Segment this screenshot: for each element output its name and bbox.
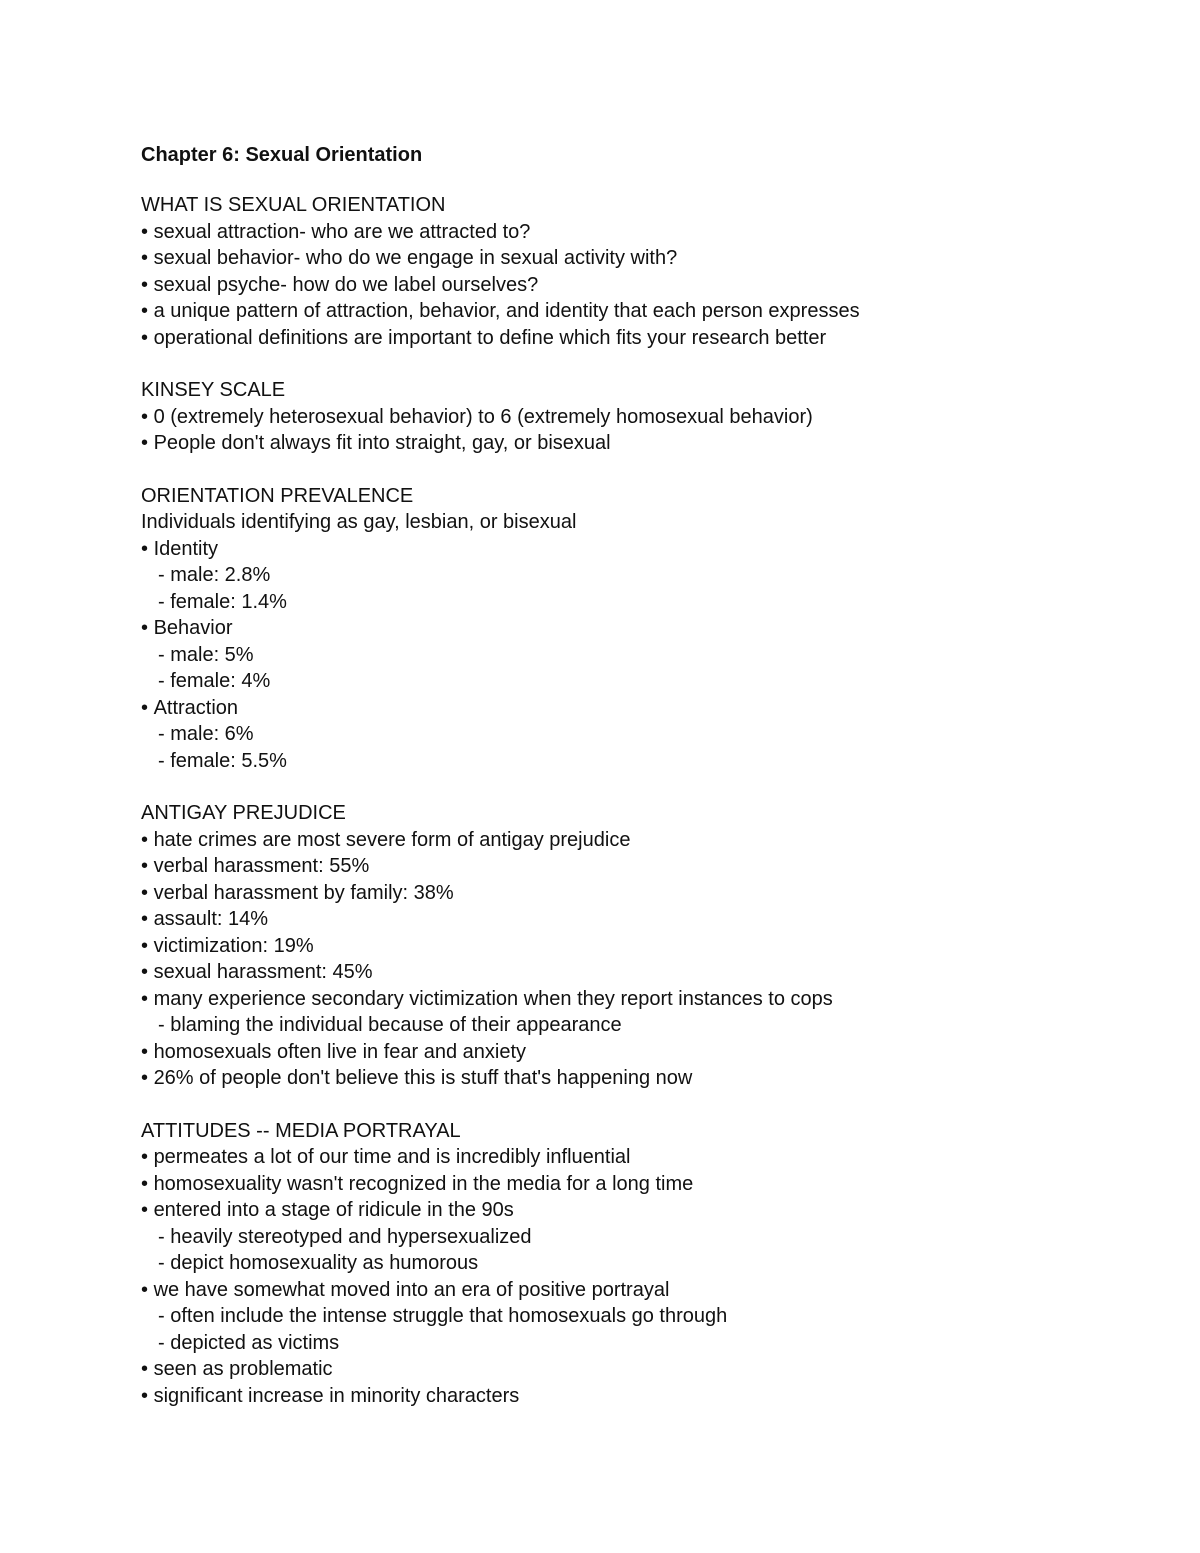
bullet-item: • verbal harassment by family: 38% <box>141 880 1141 907</box>
sub-item: - heavily stereotyped and hypersexualized <box>141 1224 1141 1251</box>
sections-container <box>141 192 1141 1409</box>
sub-item: - often include the intense struggle that homosexuals go through <box>141 1303 1141 1330</box>
bullet-item: • significant increase in minority characters <box>141 1383 1141 1410</box>
bullet-item: • Identity <box>141 536 1141 563</box>
bullet-item: • homosexuals often live in fear and anxiety <box>141 1039 1141 1066</box>
bullet-item: • seen as problematic <box>141 1356 1141 1383</box>
bullet-item: • sexual psyche- how do we label ourselves? <box>141 272 1141 299</box>
section-subtitle: Individuals identifying as gay, lesbian, or bisexual <box>141 511 577 533</box>
bullet-item: • 0 (extremely heterosexual behavior) to 6 (extremely homosexual behavior) <box>141 404 1141 431</box>
sub-item: - depicted as victims <box>141 1330 1141 1357</box>
section-heading: WHAT IS SEXUAL ORIENTATION <box>141 194 446 216</box>
sub-item: - blaming the individual because of their appearance <box>141 1012 1141 1039</box>
section-heading: ANTIGAY PREJUDICE <box>141 802 346 824</box>
bullet-item: • sexual attraction- who are we attracted to? <box>141 219 1141 246</box>
bullet-item: • assault: 14% <box>141 906 1141 933</box>
bullet-item: • hate crimes are most severe form of antigay prejudice <box>141 827 1141 854</box>
section <box>141 1118 1141 1410</box>
bullet-item: • homosexuality wasn't recognized in the media for a long time <box>141 1171 1141 1198</box>
sub-item: - female: 5.5% <box>141 748 1141 775</box>
sub-item: - female: 4% <box>141 668 1141 695</box>
bullet-item: • Attraction <box>141 695 1141 722</box>
sub-item: - depict homosexuality as humorous <box>141 1250 1141 1277</box>
section-heading: KINSEY SCALE <box>141 379 286 401</box>
bullet-item: • permeates a lot of our time and is incredibly influential <box>141 1144 1141 1171</box>
bullet-item: • Behavior <box>141 615 1141 642</box>
bullet-item: • many experience secondary victimization when they report instances to cops <box>141 986 1141 1013</box>
sub-item: - male: 5% <box>141 642 1141 669</box>
section <box>141 483 1141 775</box>
section-heading: ORIENTATION PREVALENCE <box>141 484 414 507</box>
bullet-item: • verbal harassment: 55% <box>141 853 1141 880</box>
sub-item: - male: 2.8% <box>141 562 1141 589</box>
sub-item: - male: 6% <box>141 721 1141 748</box>
sub-item: - female: 1.4% <box>141 589 1141 616</box>
bullet-item: • a unique pattern of attraction, behavior, and identity that each person expresses <box>141 298 1141 325</box>
section-heading: ATTITUDES -- MEDIA PORTRAYAL <box>141 1119 461 1142</box>
document-title: Chapter 6: Sexual Orientation <box>141 144 423 166</box>
section <box>141 800 1141 1092</box>
bullet-item: • sexual harassment: 45% <box>141 959 1141 986</box>
bullet-item: • entered into a stage of ridicule in the 90s <box>141 1197 1141 1224</box>
document-body <box>141 140 1141 1435</box>
bullet-item: • we have somewhat moved into an era of positive portrayal <box>141 1277 1141 1304</box>
bullet-item: • People don't always fit into straight, gay, or bisexual <box>141 430 1141 457</box>
section <box>141 192 1141 351</box>
bullet-item: • sexual behavior- who do we engage in sexual activity with? <box>141 245 1141 272</box>
bullet-item: • operational definitions are important to define which fits your research better <box>141 325 1141 352</box>
bullet-item: • 26% of people don't believe this is stuff that's happening now <box>141 1065 1141 1092</box>
section <box>141 377 1141 457</box>
bullet-item: • victimization: 19% <box>141 933 1141 960</box>
